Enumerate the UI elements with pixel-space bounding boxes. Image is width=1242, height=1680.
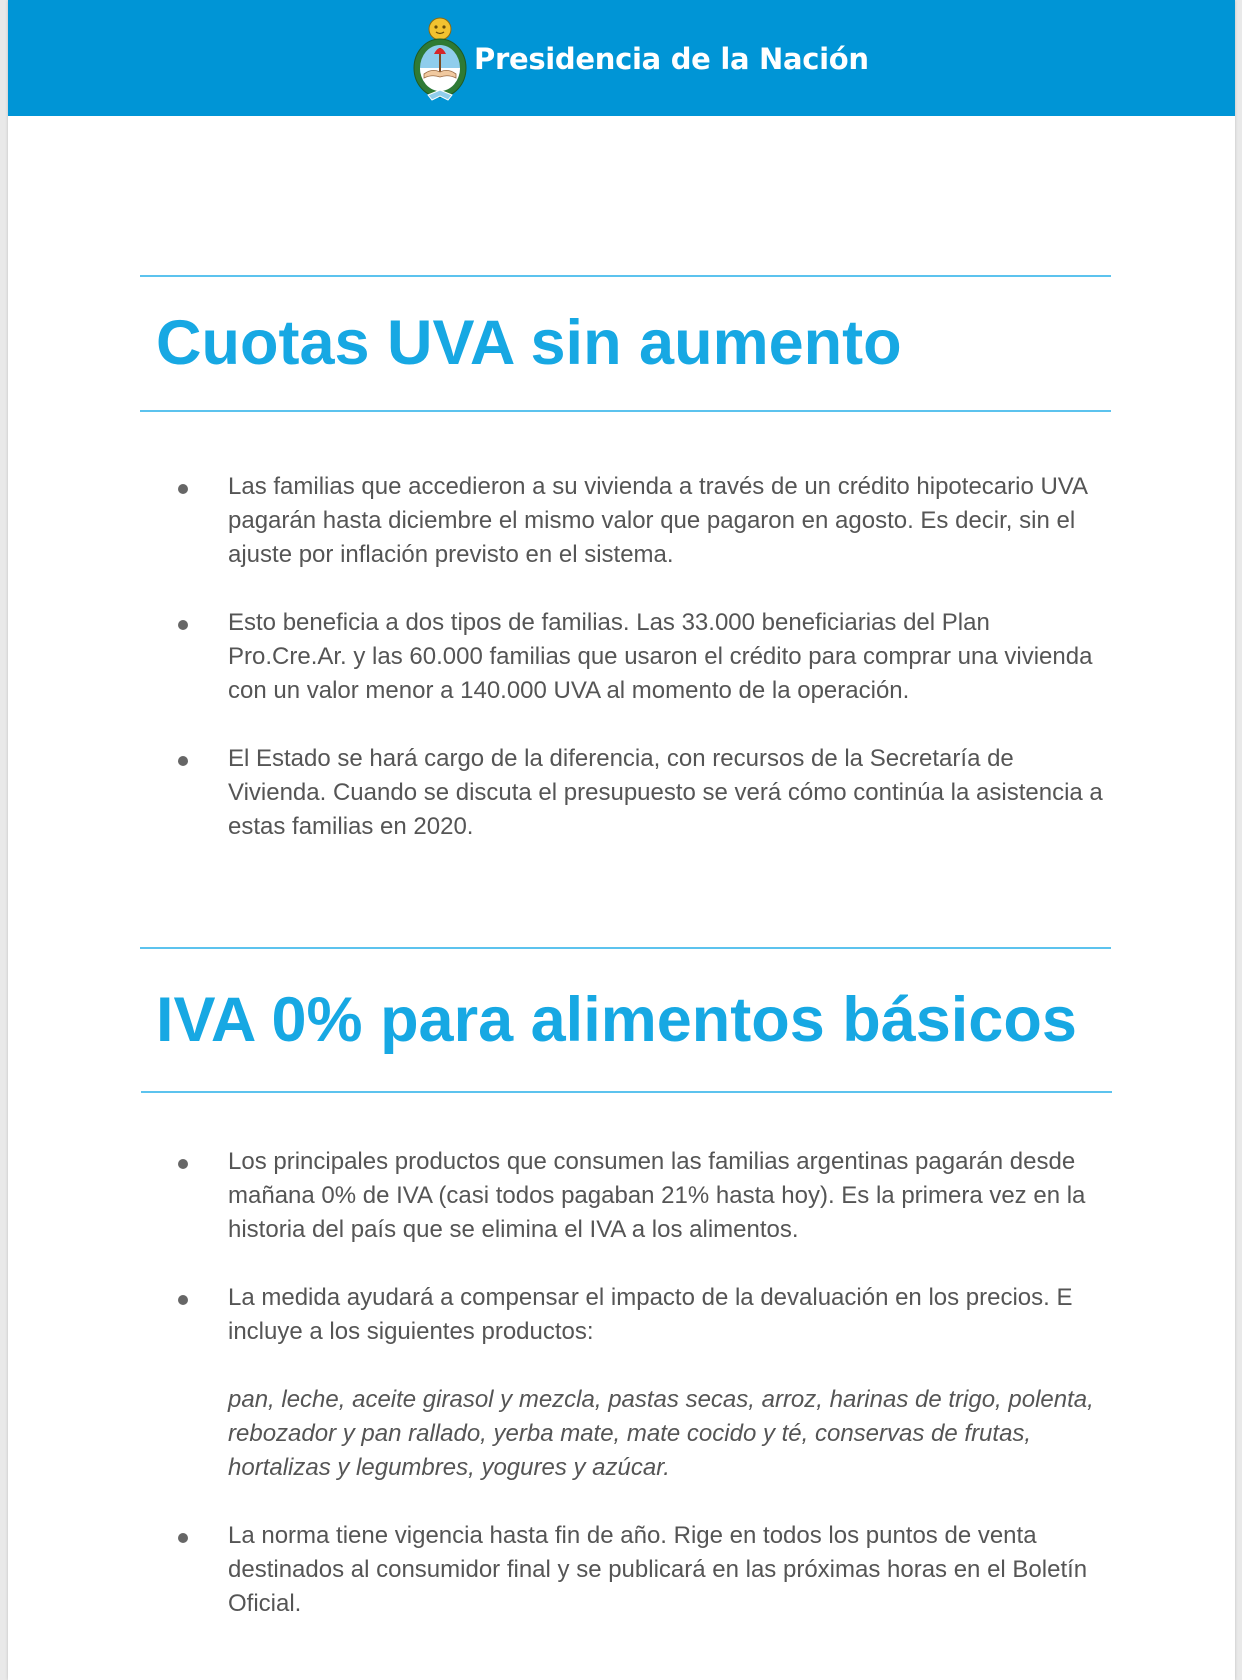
bullet-text: Los principales productos que consumen las familias argentinas pagarán desde mañana 0% de IVA (casi todos pagaban 21% hasta hoy). Es la primera vez en la historia del país que se elimina el IVA a los alimentos. [228,1148,1086,1243]
section-divider [140,410,1111,412]
list-item [8,1281,1108,1485]
list-item [8,470,1108,572]
list-item [8,1145,1108,1247]
header-bar [8,0,1235,116]
bullet-text: El Estado se hará cargo de la diferencia, con recursos de la Secretaría de Vivienda. Cuando se discuta el presupuesto se verá cómo continúa la asistencia a estas familias en 2020. [228,745,1103,840]
list-item [8,606,1108,708]
bullet-icon [178,1295,188,1305]
bullet-list [8,470,1108,878]
brand-name: Presidencia de la Nación [474,42,869,76]
section-divider [141,1091,1112,1093]
bullet-text: Esto beneficia a dos tipos de familias. Las 33.000 beneficiarias del Plan Pro.Cre.Ar. y las 60.000 familias que usaron el crédito para comprar una vivienda con un valor menor a 140.000 UVA al momento de la operación. [228,609,1093,704]
document-page [8,0,1235,1680]
list-item [8,742,1108,844]
escudo-nacional-argentina-icon [410,16,470,102]
product-list-text: pan, leche, aceite girasol y mezcla, pastas secas, arroz, harinas de trigo, polenta, rebozador y pan rallado, yerba mate, mate cocido y té, conservas de frutas, hortalizas y legumbres, yogures y azúcar. [228,1386,1094,1481]
bullet-icon [178,484,188,494]
section-divider [140,947,1111,949]
bullet-text: Las familias que accedieron a su vivienda a través de un crédito hipotecario UVA pagarán hasta diciembre el mismo valor que pagaron en agosto. Es decir, sin el ajuste por inflación previsto en el sistema. [228,473,1087,568]
bullet-text: La norma tiene vigencia hasta fin de año. Rige en todos los puntos de venta destinados al consumidor final y se publicará en las próximas horas en el Boletín Oficial. [228,1522,1088,1617]
section-title: Cuotas UVA sin aumento [156,308,902,378]
bullet-icon [178,756,188,766]
section-divider [140,275,1111,277]
bullet-icon [178,1159,188,1169]
bullet-text: La medida ayudará a compensar el impacto de la devaluación en los precios. E incluye a los siguientes productos: [228,1284,1073,1345]
bullet-list [8,1145,1108,1655]
section-title: IVA 0% para alimentos básicos [156,985,1077,1055]
bullet-icon [178,620,188,630]
bullet-icon [178,1533,188,1543]
list-item [8,1519,1108,1621]
